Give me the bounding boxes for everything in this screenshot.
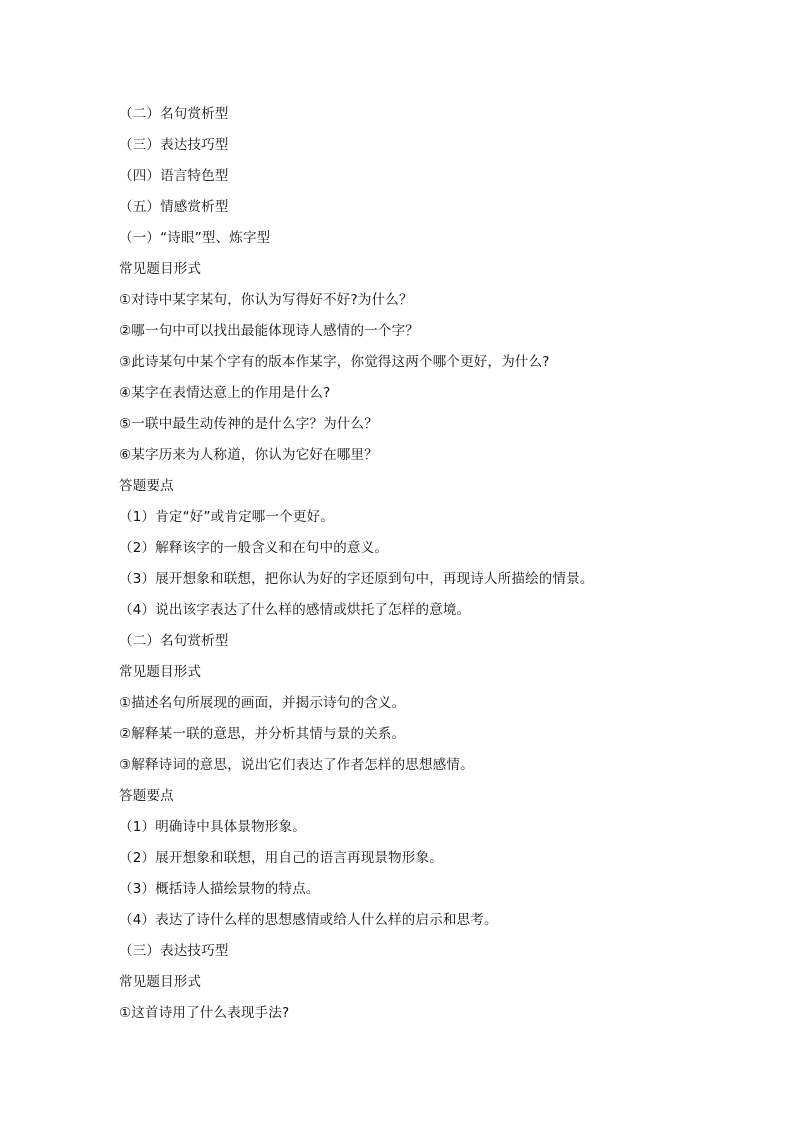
question-item: ③解释诗词的意思，说出它们表达了作者怎样的思想感情。 <box>119 757 474 773</box>
answer-point: （3）概括诗人描绘景物的特点。 <box>119 881 320 897</box>
question-item: ⑤一联中最生动传神的是什么字？为什么？ <box>119 416 378 432</box>
answer-point: （1）明确诗中具体景物形象。 <box>119 819 306 835</box>
section-heading: （二）名句赏析型 <box>119 633 229 649</box>
question-item: ④某字在表情达意上的作用是什么? <box>119 385 331 401</box>
question-item: ②解释某一联的意思，并分析其情与景的关系。 <box>119 726 406 742</box>
answer-point: （2）解释该字的一般含义和在句中的意义。 <box>119 540 389 556</box>
section-heading: （二）名句赏析型 <box>119 106 229 122</box>
answer-point: （2）展开想象和联想，用自己的语言再现景物形象。 <box>119 850 443 866</box>
section-heading: （五）情感赏析型 <box>119 199 229 215</box>
section-heading: （一）“诗眼”型、炼字型 <box>119 230 271 246</box>
subheading: 答题要点 <box>119 788 174 804</box>
subheading: 常见题目形式 <box>119 261 202 277</box>
question-item: ①对诗中某字某句，你认为写得好不好?为什么？ <box>119 292 413 308</box>
answer-point: （4）说出该字表达了什么样的感情或烘托了怎样的意境。 <box>119 602 471 618</box>
question-item: ⑥某字历来为人称道，你认为它好在哪里？ <box>119 447 378 463</box>
section-heading: （三）表达技巧型 <box>119 137 229 153</box>
answer-point: （1）肯定“好”或肯定哪一个更好。 <box>119 509 334 525</box>
document-body <box>119 99 719 1029</box>
answer-point: （4）表达了诗什么样的思想感情或给人什么样的启示和思考。 <box>119 912 498 928</box>
question-item: ③此诗某句中某个字有的版本作某字，你觉得这两个哪个更好，为什么? <box>119 354 550 370</box>
subheading: 答题要点 <box>119 478 174 494</box>
question-item: ①这首诗用了什么表现手法? <box>119 1005 290 1021</box>
question-item: ②哪一句中可以找出最能体现诗人感情的一个字？ <box>119 323 420 339</box>
section-heading: （四）语言特色型 <box>119 168 229 184</box>
section-heading: （三）表达技巧型 <box>119 943 229 959</box>
question-item: ①描述名句所展现的画面，并揭示诗句的含义。 <box>119 695 406 711</box>
answer-point: （3）展开想象和联想，把你认为好的字还原到句中，再现诗人所描绘的情景。 <box>119 571 594 587</box>
subheading: 常见题目形式 <box>119 664 202 680</box>
subheading: 常见题目形式 <box>119 974 202 990</box>
